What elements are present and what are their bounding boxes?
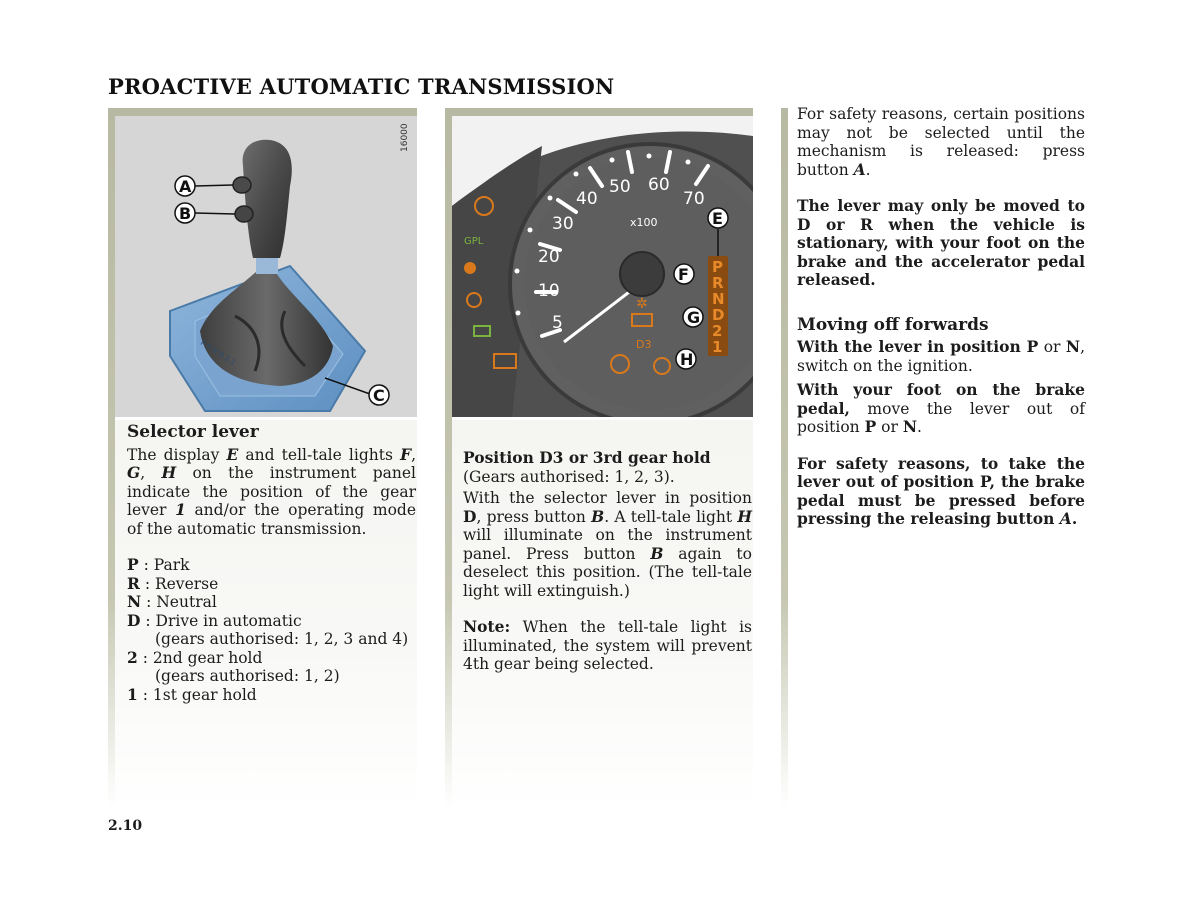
d3-telltale: D3 [636, 338, 652, 351]
gear-positions-list [127, 556, 416, 704]
selector-lever-heading: Selector lever [127, 422, 259, 442]
callout-b-label: B [179, 204, 192, 223]
moving-off-step-2: With your foot on the brake pedal, move the lever out of position P or N. [797, 380, 1085, 436]
list-item: D : Drive in automatic [127, 610, 302, 630]
list-item: (gears authorised: 1, 2, 3 and 4) [155, 630, 409, 648]
gear-lever-illustration [115, 116, 417, 417]
column-3-text [797, 105, 1085, 547]
gear-display-1: 1 [712, 338, 723, 356]
lever-move-warning: The lever may only be moved to D or R when the vehicle is stationary, with your foot on the brake and the accelerator pedal released. [797, 196, 1085, 289]
callout-h-label: H [680, 350, 694, 369]
safety-paragraph: For safety reasons, certain positions may not be selected until the mechanism is released: press button A. [797, 105, 1085, 179]
note-paragraph: Note: When the tell-tale light is illuminated, the system will prevent 4th gear being selected. [463, 617, 752, 673]
page-number: 2.10 [108, 818, 143, 834]
gear-display-p: P [712, 258, 723, 276]
list-item: (gears authorised: 1, 2) [155, 667, 340, 685]
page-title: PROACTIVE AUTOMATIC TRANSMISSION [108, 74, 615, 99]
dial-number-40: 40 [576, 189, 598, 209]
callout-e-label: E [712, 209, 723, 228]
list-item: 2 : 2nd gear hold [127, 647, 263, 667]
callout-c-label: C [373, 386, 385, 405]
instrument-panel-illustration [452, 116, 753, 417]
callout-f-label: F [678, 265, 689, 284]
selector-lever-intro: The display E and tell-tale lights F, G, H on the instrument panel indicate the position of the gear lever 1 and/or the operating mode of the automatic transmission. [127, 444, 417, 538]
dial-number-60: 60 [648, 175, 670, 195]
column-2-rule [445, 108, 452, 808]
column-1-top-rule [108, 108, 417, 116]
list-item: R : Reverse [127, 573, 219, 593]
column-2-text [463, 449, 752, 692]
list-item: N : Neutral [127, 592, 217, 611]
moving-off-heading: Moving off forwards [797, 314, 989, 335]
dial-number-10: 10 [538, 281, 560, 301]
dial-number-30: 30 [552, 214, 574, 234]
column-2-top-rule [445, 108, 753, 116]
gear-display-d: D [712, 306, 725, 324]
dial-number-50: 50 [609, 177, 631, 197]
gate-marks: P R N D 2 1 [198, 338, 237, 367]
airbag-warning-icon [464, 262, 476, 274]
column-1-rule [108, 108, 115, 808]
d3-heading: Position D3 or 3rd gear hold [463, 448, 711, 467]
list-item: P : Park [127, 555, 190, 574]
gear-display-2: 2 [712, 322, 723, 340]
callout-a-label: A [179, 177, 192, 196]
brake-warning-paragraph: For safety reasons, to take the lever out of position P, the brake pedal must be pressed before pressing the releasing button A. [797, 453, 1085, 528]
dial-number-5: 5 [552, 313, 563, 333]
list-item: 1 : 1st gear hold [127, 684, 257, 704]
dial-number-20: 20 [538, 247, 560, 267]
d3-paragraph: With the selector lever in position D, press button B. A tell-tale light H will illuminate on the instrument panel. Press button B again to deselect this position. (The tell-tale light will extinguish.) [463, 489, 752, 600]
dial-number-70: 70 [683, 189, 705, 209]
figure-ref-number: 16000 [400, 123, 410, 152]
column-1-text [127, 423, 416, 704]
gear-display-r: R [712, 274, 724, 292]
dial-unit: x100 [630, 216, 658, 229]
gpl-indicator: GPL [464, 236, 484, 247]
d3-subheading: (Gears authorised: 1, 2, 3). [463, 467, 675, 486]
telltale-f-icon: ✲ [636, 296, 648, 312]
column-3-rule [781, 108, 788, 808]
callout-g-label: G [687, 308, 701, 327]
moving-off-step-1: With the lever in position P or N, switch on the ignition. [797, 337, 1085, 375]
gear-display-n: N [712, 290, 725, 308]
